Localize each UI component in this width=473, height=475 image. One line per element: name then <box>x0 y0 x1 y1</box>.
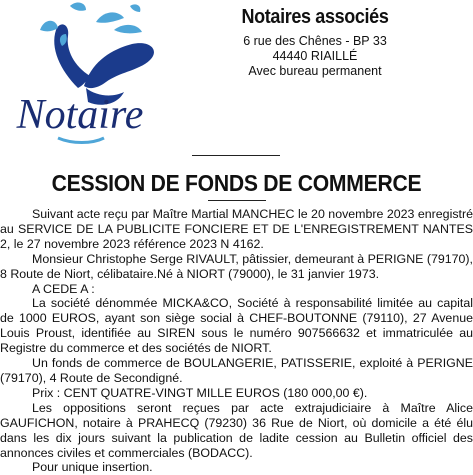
paragraph-buyer: La société dénommée MICKA&CO, Société à responsabilité limitée au capital de 1000 EUROS, ayant son siège social à CHEF-BOUTONNE (79110), 27 Avenue Louis Proust, identifiée au SIREN sous le numéro 907566632 et immatriculée au Registre du commerce et des sociétés de NIORT. <box>0 296 473 356</box>
paragraph-ceded: A CEDE A : <box>32 281 95 296</box>
paragraph-price: Prix : CENT QUATRE-VINGT MILLE EUROS (180 000,00 €). <box>32 385 368 400</box>
notaire-logo <box>0 0 210 160</box>
paragraph-oppositions: Les oppositions seront reçues par acte extrajudiciaire à Maître Alice GAUFICHON, notaire à PRAHECQ (79230) 36 Rue de Niort, où domicile a été élu dans les dix jours suivant la publication de ladite cession au Bulletin officiel des annonces civiles et commerciales (BODACC). <box>0 400 473 460</box>
paragraph-act: Suivant acte reçu par Maître Martial MANCHEC le 20 novembre 2023 enregistré au SERVICE DE LA PUBLICITE FONCIERE ET DE L'ENREGISTREMENT NANTES 2, le 27 novembre 2023 référence 2023 N 4162. <box>0 207 473 251</box>
ad-body <box>0 207 473 475</box>
address-line-3: Avec bureau permanent <box>248 64 382 78</box>
address-line-1: 6 rue des Chênes - BP 33 <box>243 34 387 48</box>
paragraph-insertion: Pour unique insertion. <box>32 460 153 475</box>
paragraph-seller: Monsieur Christophe Serge RIVAULT, pâtissier, demeurant à PERIGNE (79170), 8 Route de Niort, célibataire.Né à NIORT (79000), le 31 janvier 1973. <box>0 251 473 281</box>
address-line-2: 44440 RIAILLÉ <box>272 49 358 63</box>
notary-office-name: Notaires associés <box>241 6 389 28</box>
notaire-logo-word: Notaire <box>16 92 144 138</box>
title-underline <box>208 200 266 201</box>
top-divider <box>192 155 280 156</box>
ad-title: CESSION DE FONDS DE COMMERCE <box>51 170 422 196</box>
paragraph-business: Un fonds de commerce de BOULANGERIE, PATISSERIE, exploité à PERIGNE (79170), 4 Route de Secondigné. <box>0 356 473 385</box>
notaire-emblem-icon <box>0 0 210 160</box>
